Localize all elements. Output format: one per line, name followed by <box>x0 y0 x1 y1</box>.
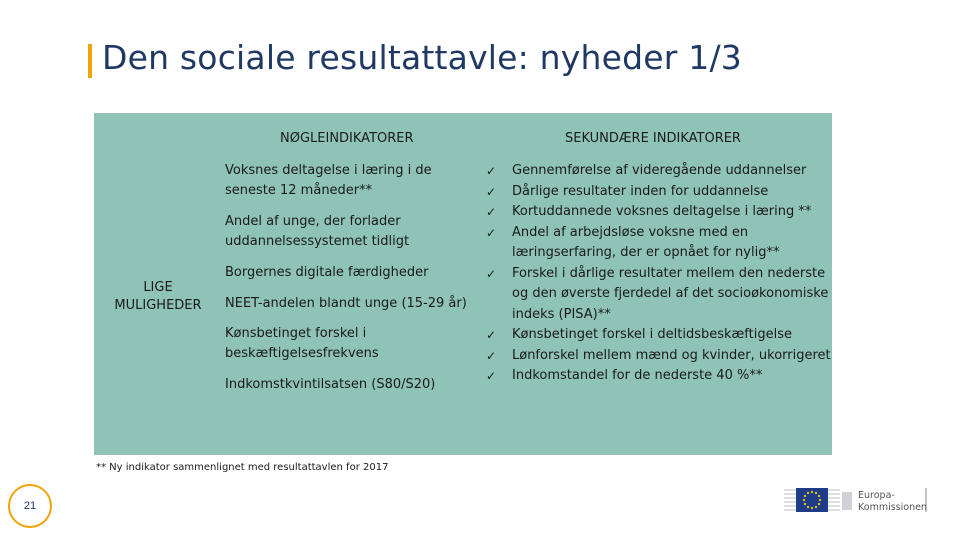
secondary-indicator-6: Kønsbetinget forskel i deltidsbeskæftigelse <box>512 327 792 342</box>
footnote: ** Ny indikator sammenlignet med resultattavlen for 2017 <box>96 462 389 473</box>
secondary-indicator-7: Lønforskel mellem mænd og kvinder, ukorrigeret <box>512 347 831 363</box>
primary-indicator-4: NEET-andelen blandt unge (15-29 år) <box>225 296 467 311</box>
secondary-header: SEKUNDÆRE INDIKATORER <box>565 131 741 146</box>
list-item <box>486 325 831 346</box>
secondary-indicator-2: Dårlige resultater inden for uddannelse <box>512 183 769 199</box>
page-number-badge <box>8 484 52 528</box>
primary-indicator-1: Voksnes deltagelse i læring i de seneste 12 måneder** <box>225 163 432 198</box>
check-icon: ✓ <box>486 184 497 199</box>
list-item <box>486 264 831 326</box>
list-item <box>486 346 831 367</box>
row-label: LIGE MULIGHEDER <box>114 280 202 313</box>
list-item <box>486 202 831 223</box>
eu-logo-text <box>858 490 927 514</box>
secondary-indicator-4: Andel af arbejdsløse voksne med en læringserfaring, der er opnået for nylig** <box>512 224 780 260</box>
check-icon: ✓ <box>486 328 497 342</box>
title-accent-bar <box>88 44 92 78</box>
secondary-indicator-8: Indkomstandel for de nederste 40 %** <box>512 368 763 383</box>
list-item <box>486 223 831 264</box>
check-icon: ✓ <box>486 205 497 219</box>
secondary-indicator-3: Kortuddannede voksnes deltagelse i læring ** <box>512 204 812 219</box>
primary-indicator-6: Indkomstkvintilsatsen (S80/S20) <box>225 377 436 392</box>
list-item <box>486 161 831 182</box>
secondary-indicator-list <box>486 161 831 387</box>
page-number: 21 <box>23 500 37 512</box>
check-icon: ✓ <box>486 225 497 240</box>
list-item <box>486 182 831 203</box>
primary-header: NØGLEINDIKATORER <box>280 131 414 146</box>
slide-title: Den sociale resultattavle: nyheder 1/3 <box>102 38 742 77</box>
logo-line-1: Europa- <box>858 490 895 501</box>
check-icon: ✓ <box>486 369 497 383</box>
logo-line-2: Kommissionen <box>858 502 927 513</box>
check-icon: ✓ <box>486 266 497 281</box>
check-icon: ✓ <box>486 348 497 363</box>
primary-indicator-2: Andel af unge, der forlader uddannelsessystemet tidligt <box>225 214 410 249</box>
list-item <box>486 366 831 387</box>
primary-indicator-5: Kønsbetinget forskel i beskæftigelsesfrekvens <box>225 326 379 361</box>
secondary-indicator-1: Gennemførelse af videregående uddannelser <box>512 163 807 178</box>
check-icon: ✓ <box>486 164 497 178</box>
primary-indicator-3: Borgernes digitale færdigheder <box>225 265 429 280</box>
secondary-indicator-5: Forskel i dårlige resultater mellem den nederste og den øverste fjerdedel af det socioøkonomiske indeks (PISA)** <box>512 265 829 322</box>
